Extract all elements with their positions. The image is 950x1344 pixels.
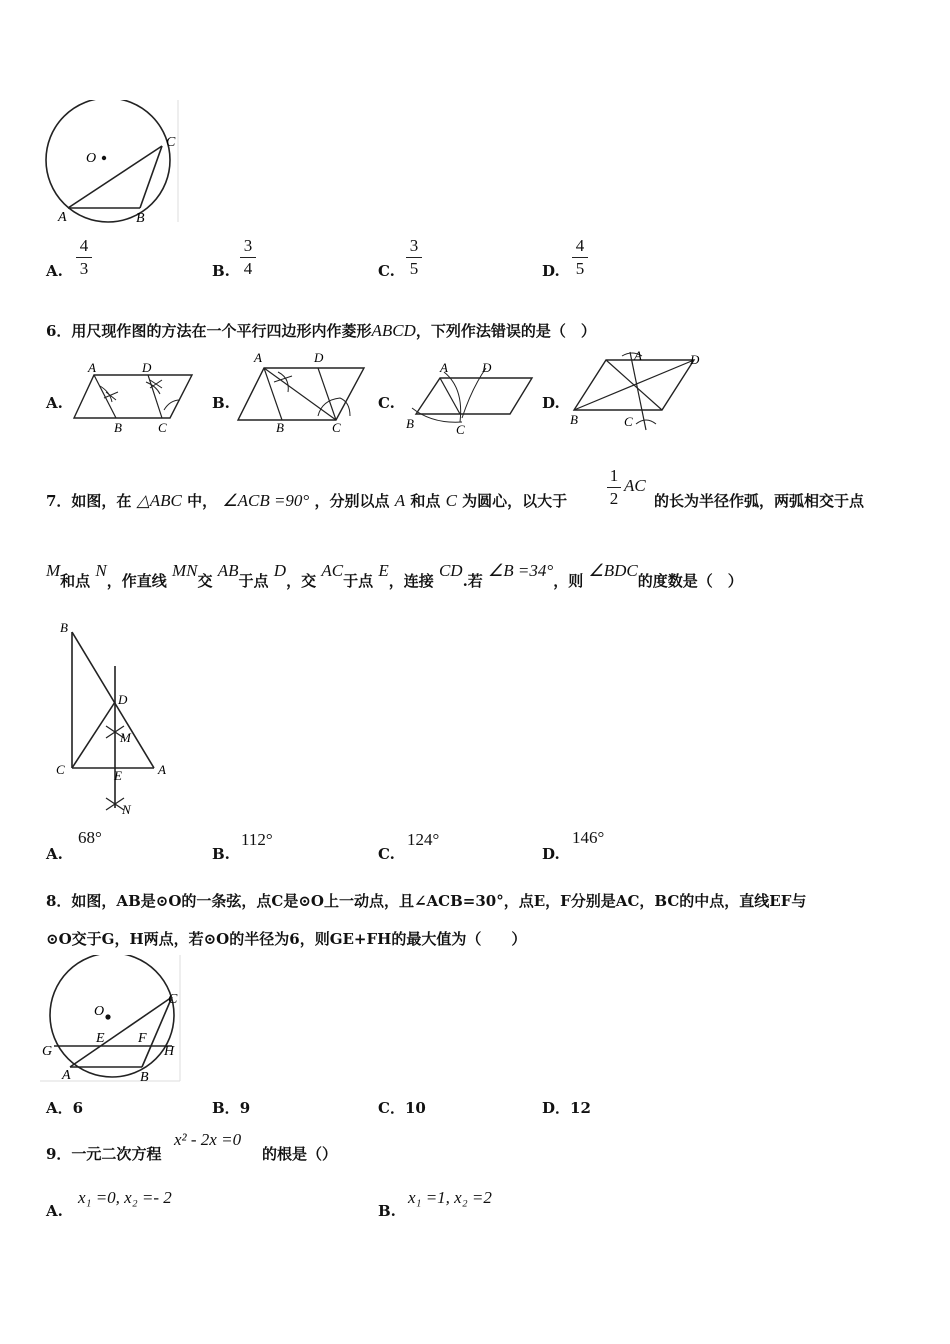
q9-option-a-value[interactable]: x₁ =0, x₂ =- 2 bbox=[78, 1188, 172, 1207]
svg-text:B: B bbox=[406, 416, 414, 431]
q5-option-a-letter[interactable]: A. bbox=[46, 262, 63, 280]
circle-o bbox=[46, 100, 170, 222]
svg-text:D: D bbox=[142, 360, 152, 375]
q8-option-a[interactable]: A．6 bbox=[46, 1099, 84, 1117]
svg-text:C: C bbox=[624, 414, 633, 429]
svg-text:D: D bbox=[314, 350, 324, 365]
svg-text:D: D bbox=[690, 352, 700, 367]
svg-text:A: A bbox=[88, 360, 96, 375]
q6-figure-a[interactable] bbox=[70, 360, 195, 435]
label-c: C bbox=[166, 135, 176, 150]
q6-figure-c[interactable] bbox=[402, 358, 536, 436]
q5-option-d-letter[interactable]: D. bbox=[542, 262, 560, 280]
q7-option-c-value[interactable]: 124° bbox=[407, 830, 440, 849]
label-o: O bbox=[86, 151, 97, 166]
q6-option-c-letter[interactable]: C. bbox=[378, 394, 395, 412]
svg-text:A: A bbox=[62, 1068, 71, 1083]
q7-stem-line1-end: 的长为半径作弧，两弧相交于点 bbox=[654, 492, 865, 510]
q5-option-b-letter[interactable]: B. bbox=[212, 262, 230, 280]
q9-option-a-letter[interactable]: A. bbox=[46, 1202, 63, 1220]
q7-option-d-letter[interactable]: D. bbox=[542, 845, 560, 863]
svg-text:C: C bbox=[168, 992, 178, 1007]
q6-option-a-letter[interactable]: A. bbox=[46, 394, 63, 412]
svg-text:H: H bbox=[164, 1044, 175, 1059]
svg-text:B: B bbox=[60, 620, 68, 635]
q6-figure-d[interactable] bbox=[566, 348, 706, 433]
q5-option-a-value[interactable]: 4 3 bbox=[76, 236, 92, 279]
q9-stem-suffix: 的根是（） bbox=[262, 1145, 338, 1163]
svg-text:O: O bbox=[94, 1004, 105, 1019]
q7-stem-line1: 7．如图，在 △ABC 中， ∠ACB =90° ，分别以点 A 和点 C 为圆心，以大于 bbox=[46, 491, 568, 510]
svg-text:C: C bbox=[456, 422, 465, 436]
svg-text:B: B bbox=[276, 420, 284, 435]
svg-text:A: A bbox=[158, 762, 166, 777]
svg-text:E: E bbox=[114, 768, 122, 783]
q7-figure bbox=[52, 618, 182, 818]
svg-text:F: F bbox=[138, 1031, 147, 1046]
label-b: B bbox=[136, 211, 145, 225]
svg-text:D: D bbox=[482, 360, 492, 375]
svg-text:M: M bbox=[120, 730, 131, 745]
q7-ac: AC bbox=[624, 476, 646, 495]
q7-option-c-letter[interactable]: C. bbox=[378, 845, 395, 863]
q5-option-c-letter[interactable]: C. bbox=[378, 262, 395, 280]
q6-option-d-letter[interactable]: D. bbox=[542, 394, 560, 412]
q8-option-d[interactable]: D．12 bbox=[542, 1099, 591, 1117]
q7-option-a-letter[interactable]: A. bbox=[46, 845, 63, 863]
svg-text:C: C bbox=[332, 420, 341, 435]
q8-option-b[interactable]: B．9 bbox=[212, 1099, 251, 1117]
q8-figure bbox=[40, 955, 184, 1085]
q8-stem-line2: ⊙O交于G，H两点，若⊙O的半径为6，则GE+FH的最大值为（ ） bbox=[46, 930, 527, 948]
q5-option-d-value[interactable]: 4 5 bbox=[572, 236, 588, 279]
q8-stem-line1: 8．如图，AB是⊙O的一条弦，点C是⊙O上一动点，且∠ACB=30°，点E，F分别是AC，BC的中点，直线EF与 bbox=[46, 892, 807, 910]
svg-text:A: A bbox=[634, 348, 642, 363]
svg-text:C: C bbox=[56, 762, 65, 777]
q7-option-d-value[interactable]: 146° bbox=[572, 828, 605, 847]
label-a: A bbox=[58, 210, 67, 225]
q7-option-b-letter[interactable]: B. bbox=[212, 845, 230, 863]
svg-text:C: C bbox=[158, 420, 167, 435]
svg-text:D: D bbox=[118, 692, 128, 707]
q6-figure-b[interactable] bbox=[234, 350, 369, 435]
q9-option-b-value[interactable]: x₁ =1, x₂ =2 bbox=[408, 1188, 492, 1207]
q6-option-b-letter[interactable]: B. bbox=[212, 394, 230, 412]
q7-half-fraction: 1 2 bbox=[607, 466, 621, 509]
q9-equation: x² - 2x =0 bbox=[174, 1130, 242, 1149]
q9-stem-prefix: 9．一元二次方程 bbox=[46, 1145, 162, 1163]
svg-text:N: N bbox=[122, 802, 131, 817]
q7-option-a-value[interactable]: 68° bbox=[78, 828, 102, 847]
q5-figure bbox=[40, 100, 182, 225]
svg-text:B: B bbox=[570, 412, 578, 427]
svg-text:B: B bbox=[140, 1070, 149, 1085]
q7-stem-line2: M和点 N，作直线 MN交 AB于点 D，交 AC于点 E，连接 CD.若 ∠B =34°，则 ∠BDC的度数是（ ） bbox=[46, 561, 743, 590]
svg-text:A: A bbox=[254, 350, 262, 365]
svg-text:B: B bbox=[114, 420, 122, 435]
q8-option-c[interactable]: C．10 bbox=[378, 1099, 426, 1117]
q9-option-b-letter[interactable]: B. bbox=[378, 1202, 396, 1220]
svg-text:E: E bbox=[96, 1031, 105, 1046]
svg-text:A: A bbox=[440, 360, 448, 375]
q5-option-c-value[interactable]: 3 5 bbox=[406, 236, 422, 279]
svg-text:G: G bbox=[42, 1044, 53, 1059]
q6-stem: 6．用尺现作图的方法在一个平行四边形内作菱形ABCD，下列作法错误的是（ ） bbox=[46, 321, 596, 340]
q5-option-b-value[interactable]: 3 4 bbox=[240, 236, 256, 279]
q7-option-b-value[interactable]: 112° bbox=[241, 830, 273, 849]
